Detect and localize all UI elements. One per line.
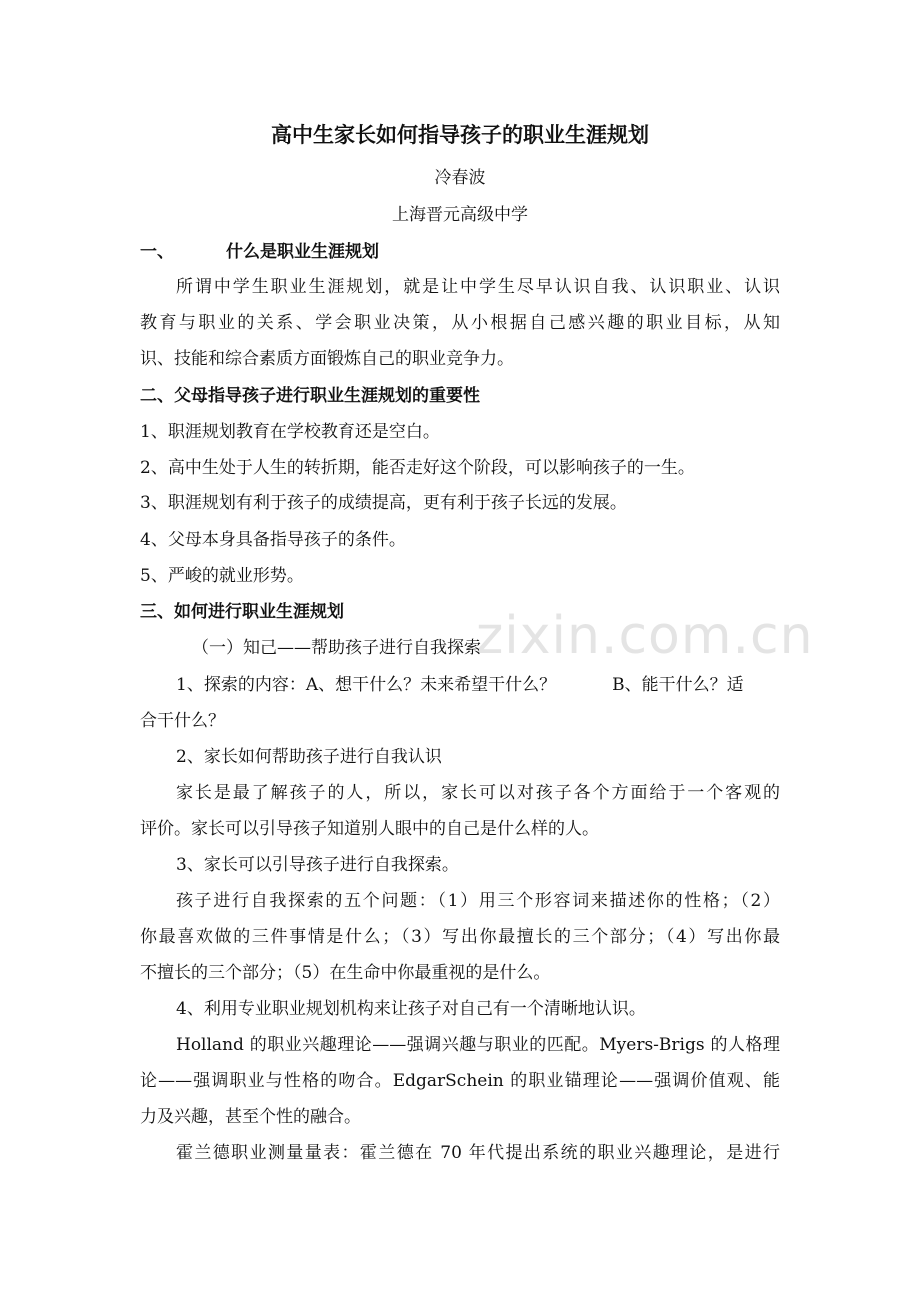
page-title: 高中生家长如何指导孩子的职业生涯规划 [271, 122, 649, 147]
list-item: 2、高中生处于人生的转折期，能否走好这个阶段，可以影响孩子的一生。 [140, 458, 695, 478]
list-item: 3、职涯规划有利于孩子的成绩提高，更有利于孩子长远的发展。 [140, 493, 627, 513]
paragraph-line: 不擅长的三个部分；（5）在生命中你最重视的是什么。 [140, 963, 551, 983]
paragraph-line: 家长是最了解孩子的人，所以，家长可以对孩子各个方面给于一个客观的 [176, 783, 780, 803]
question-1-a: 1、探索的内容：A、想干什么？未来希望干什么？ [176, 675, 557, 695]
list-item: 1、职涯规划教育在学校教育还是空白。 [140, 422, 440, 442]
list-item: 5、严峻的就业形势。 [140, 566, 304, 586]
section-title: 什么是职业生涯规划 [226, 242, 379, 262]
paragraph-line: 识、技能和综合素质方面锻炼自己的职业竞争力。 [140, 349, 514, 369]
question-1-cont: 合干什么？ [140, 711, 225, 731]
paragraph-line: Holland 的职业兴趣理论——强调兴趣与职业的匹配。Myers-Brigs 的人格理 [176, 1035, 780, 1055]
question-4: 4、利用专业职业规划机构来让孩子对自己有一个清晰地认识。 [176, 999, 646, 1019]
paragraph-line: 所谓中学生职业生涯规划，就是让中学生尽早认识自我、认识职业、认识 [176, 277, 780, 297]
section-heading-3: 三、如何进行职业生涯规划 [140, 602, 344, 622]
paragraph-line: 你最喜欢做的三件事情是什么；（3）写出你最擅长的三个部分；（4）写出你最 [140, 927, 780, 947]
question-1 [176, 673, 780, 697]
subsection-heading: （一）知己——帮助孩子进行自我探索 [192, 638, 481, 658]
paragraph-line: 孩子进行自我探索的五个问题：（1）用三个形容词来描述你的性格；（2） [176, 891, 780, 911]
question-3: 3、家长可以引导孩子进行自我探索。 [176, 855, 459, 875]
paragraph-line: 霍兰德职业测量量表：霍兰德在 70 年代提出系统的职业兴趣理论，是进行 [176, 1143, 780, 1163]
question-1-b: B、能干什么？适 [612, 675, 744, 695]
section-heading-1 [140, 240, 780, 264]
paragraph-line: 评价。家长可以引导孩子知道别人眼中的自己是什么样的人。 [140, 819, 599, 839]
paragraph-line: 教育与职业的关系、学会职业决策，从小根据自己感兴趣的职业目标，从知 [140, 313, 780, 333]
section-heading-2: 二、父母指导孩子进行职业生涯规划的重要性 [140, 386, 480, 406]
watermark: zixin.com.cn [476, 606, 814, 666]
question-2: 2、家长如何帮助孩子进行自我认识 [176, 747, 442, 767]
author: 冷春波 [434, 168, 486, 188]
list-item: 4、父母本身具备指导孩子的条件。 [140, 530, 406, 550]
paragraph-line: 力及兴趣，甚至个性的融合。 [140, 1107, 361, 1127]
paragraph-line: 论——强调职业与性格的吻合。EdgarSchein 的职业锚理论——强调价值观、能 [140, 1071, 780, 1091]
section-number: 一、 [140, 242, 174, 262]
school: 上海晋元高级中学 [392, 205, 528, 225]
